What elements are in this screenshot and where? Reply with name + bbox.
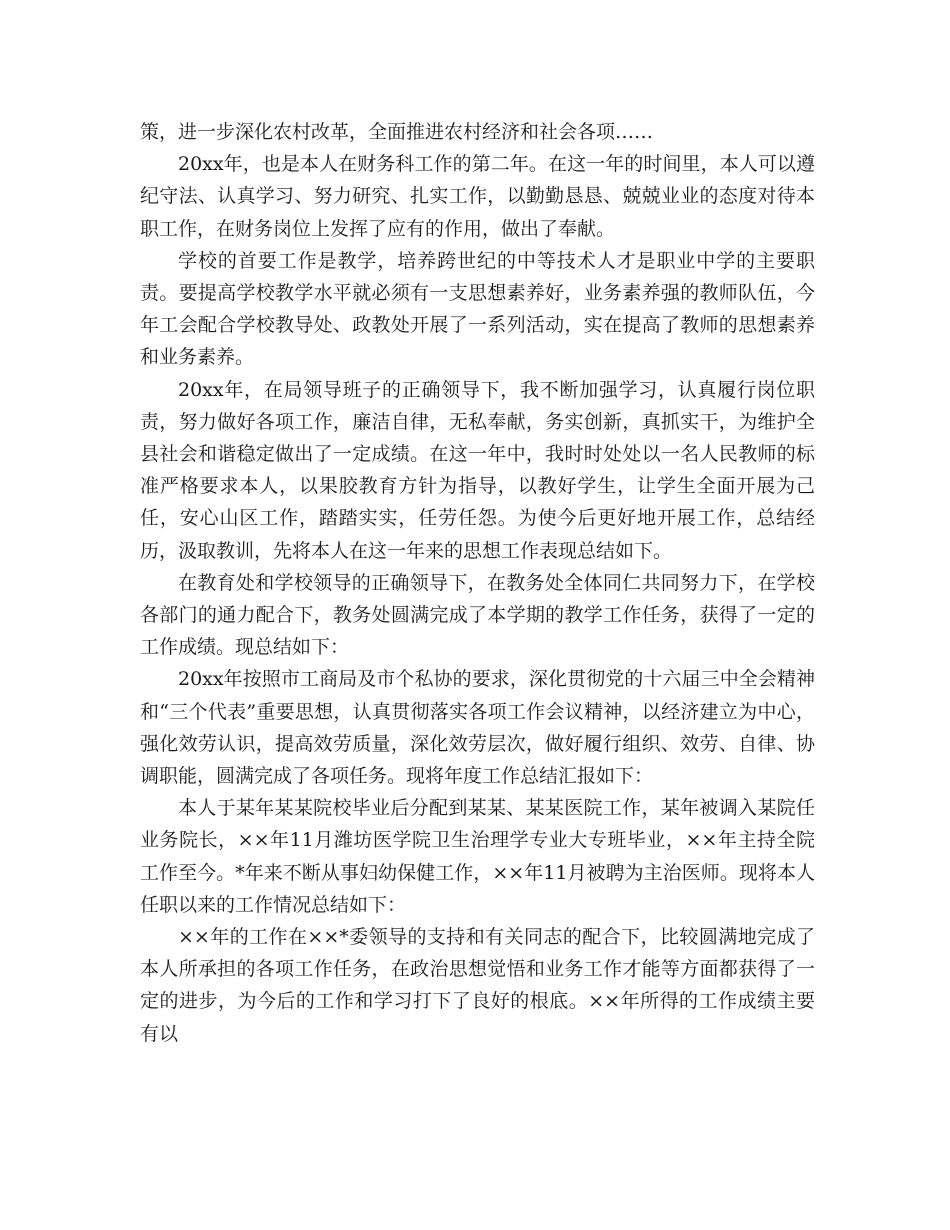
- paragraph: 20xx年，也是本人在财务科工作的第二年。在这一年的时间里，本人可以遵纪守法、认真学习、努力研究、扎实工作，以勤勤恳恳、兢兢业业的态度对待本职工作，在财务岗位上发挥了应有的作用，做出了奉献。: [140, 153, 815, 240]
- paragraph-continuation: 策，进一步深化农村改革，全面推进农村经济和社会各项……: [140, 121, 654, 143]
- paragraph: 学校的首要工作是教学，培养跨世纪的中等技术人才是职业中学的主要职责。要提高学校教学水平就必须有一支思想素养好，业务素养强的教师队伍，今年工会配合学校教导处、政教处开展了一系列活动，实在提高了教师的思想素养和业务素养。: [140, 249, 815, 369]
- paragraph: 20xx年按照市工商局及市个私协的要求，深化贯彻党的十六届三中全会精神和“三个代表”重要思想，认真贯彻落实各项工作会议精神，以经济建立为中心，强化效劳认识，提高效劳质量，深化效劳层次，做好履行组织、效劳、自律、协调职能，圆满完成了各项任务。现将年度工作总结汇报如下：: [140, 668, 815, 788]
- paragraph: ××年的工作在××*委领导的支持和有关同志的配合下，比较圆满地完成了本人所承担的各项工作任务，在政治思想觉悟和业务工作才能等方面都获得了一定的进步，为今后的工作和学习打下了良好的根底。××年所得的工作成绩主要有以: [140, 926, 815, 1045]
- paragraph: 本人于某年某某院校毕业后分配到某某、某某医院工作，某年被调入某院任业务院长，××年11月潍坊医学院卫生治理学专业大专班毕业，××年主持全院工作至今。*年来不断从事妇幼保健工作，××年11月被聘为主治医师。现将本人任职以来的工作情况总结如下：: [140, 797, 815, 916]
- paragraph: 20xx年，在局领导班子的正确领导下，我不断加强学习，认真履行岗位职责，努力做好各项工作，廉洁自律，无私奉献，务实创新，真抓实干，为维护全县社会和谐稳定做出了一定成绩。在这一年中，我时时处处以一名人民教师的标准严格要求本人，以果胶教育方针为指导，以教好学生，让学生全面开展为己任，安心山区工作，踏踏实实，任劳任怨。为使今后更好地开展工作，总结经历，汲取教训，先将本人在这一年来的思想工作表现总结如下。: [140, 378, 815, 562]
- document-page: [140, 116, 815, 1050]
- paragraph: 在教育处和学校领导的正确领导下，在教务处全体同仁共同努力下，在学校各部门的通力配合下，教务处圆满完成了本学期的教学工作任务，获得了一定的工作成绩。现总结如下：: [140, 571, 815, 659]
